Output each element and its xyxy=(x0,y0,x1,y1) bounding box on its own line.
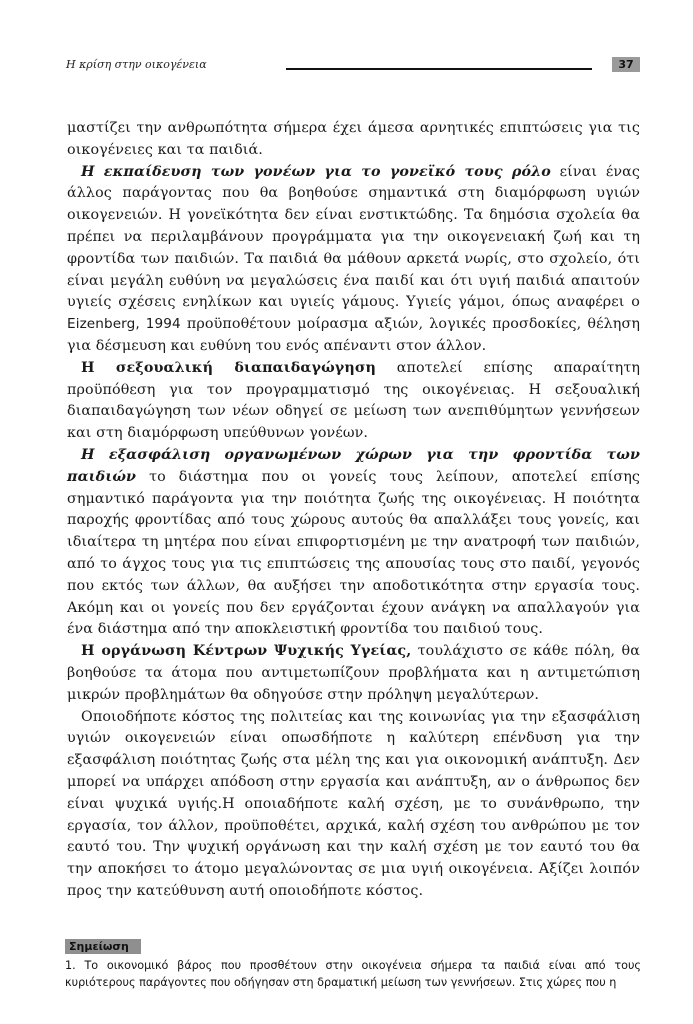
paragraph-3-heading: Η σεξουαλική διαπαιδαγώγηση xyxy=(81,359,376,376)
paragraph-4 xyxy=(67,445,640,641)
citation: Eizenberg, 1994 xyxy=(67,316,181,333)
paragraph-5-heading: Η οργάνωση Κέντρων Ψυχικής Υγείας, xyxy=(81,643,412,660)
paragraph-6: Οποιοδήποτε κόστος της πολιτείας και της κοινωνίας για την εξασφάλιση υγιών οικογενειών είναι οπωσδήποτε η καλύτερη επένδυση για την εξασφάλιση ποιότητας ζωής στα μέλη της και για οικονομική ανάπτυξη. Δεν μπορεί να υπάρχει απόδοση στην εργασία και ανάπτυξη, αν ο άνθρωπος δεν είναι ψυχικά υγιής.Η οποιαδήποτε καλή σχέση, με το συνάνθρωπο, την εργασία, τον άλλον, προϋποθέτει, αρχικά, καλή σχέση του ανθρώπου με τον εαυτό του. Την ψυχική οργάνωση και την καλή σχέση με τον εαυτό του θα την αποκήσει το άτομο μεγαλώνοντας σε μια υγιή οικογένεια. Αξίζει λοιπόν προς την κατεύθυνση αυτή οποιοδήποτε κόστος. xyxy=(67,708,640,899)
paragraph-2-text-b: προϋποθέτουν μοίρασμα αξιών, λογικές προσδοκίες, θέληση για δέσμευση και ευθύνη του ενός απέναντι στον άλλον. xyxy=(67,316,640,354)
header-rule xyxy=(286,68,592,70)
footnote-label: Σημείωση xyxy=(65,939,141,954)
paragraph-4-text: το διάστημα που οι γονείς τους λείπουν, αποτελεί επίσης σημαντικό παράγοντα για την ποιότητα ζωής της οικογένειας. Η ποιότητα παροχής φροντίδας από τους χώρους αυτούς θα απαλλάξει τους γονείς, και ιδιαίτερα τη μητέρα που είναι επιφορτισμένη με την ανατροφή των παιδιών, από το άγχος τους για τις επιπτώσεις της απουσίας τους στο παιδί, γεγονός που εκτός των άλλων, θα αυξήσει την αποδοτικότητα στην εργασία τους. Ακόμη και οι γονείς που δεν εργάζονται έχουν ανάγκη να απαλλαγούν για ένα διάστημα από την αποκλειστική φροντίδα του παιδιού τους. xyxy=(67,468,640,638)
paragraph-2-heading: Η εκπαίδευση των γονέων για το γονεϊκό τους ρόλο xyxy=(81,163,551,180)
paragraph-2 xyxy=(67,162,640,358)
footnote-text: 1. Το οικονομικό βάρος που προσθέτουν στην οικογένεια σήμερα τα παιδιά είναι από τους κυριότερους παράγοντες που οδήγησαν στη δραματική μείωση των γεννήσεων. Στις χώρες που η xyxy=(65,959,641,989)
paragraph-1: μαστίζει την ανθρωπότητα σήμερα έχει άμεσα αρνητικές επιπτώσεις για τις οικογένειες και τα παιδιά. xyxy=(67,120,640,158)
running-header-title: Η κρίση στην οικογένεια xyxy=(66,58,207,71)
paragraph-5 xyxy=(67,641,640,706)
paragraph-3 xyxy=(67,358,640,445)
page-number: 37 xyxy=(612,57,640,72)
paragraph-4-heading: Η εξασφάλιση οργανωμένων χώρων για την φροντίδα των παιδιών xyxy=(67,446,640,485)
main-text xyxy=(67,118,640,903)
paragraph-5-text: τουλάχιστο σε κάθε πόλη, θα βοηθούσε τα άτομα που αντιμετωπίζουν προβλήματα και η αντιμετώπιση μικρών προβλημάτων θα οδηγούσε στην πρόληψη μεγαλύτερων. xyxy=(67,643,640,703)
paragraph-2-text-a: είναι ένας άλλος παράγοντας που θα βοηθούσε σημαντικά στη διαμόρφωση υγιών οικογενειών. Η γονεϊκότητα δεν είναι ενστικτώδης. Τα δημόσια σχολεία θα πρέπει να περιλαμβάνουν προγράμματα για την οικογενειακή ζωή και τη φροντίδα των παιδιών. Τα παιδιά θα μάθουν αρκετά νωρίς, στο σχολείο, ότι είναι μεγάλη ευθύνη να μεγαλώσεις ένα παιδί και ότι υγιή παιδιά απαιτούν υγιείς σχέσεις ενηλίκων και υγιείς γάμους. Υγιείς γάμοι, όπως αναφέρει ο xyxy=(67,163,640,311)
paragraph-3-text: αποτελεί επίσης απαραίτητη προϋπόθεση για τον προγραμματισμό της οικογένειας. Η σεξουαλική διαπαιδαγώγηση των νέων οδηγεί σε μείωση των ανεπιθύμητων γεννήσεων και στη διαμόρφωση υπεύθυνων γονέων. xyxy=(67,359,640,442)
